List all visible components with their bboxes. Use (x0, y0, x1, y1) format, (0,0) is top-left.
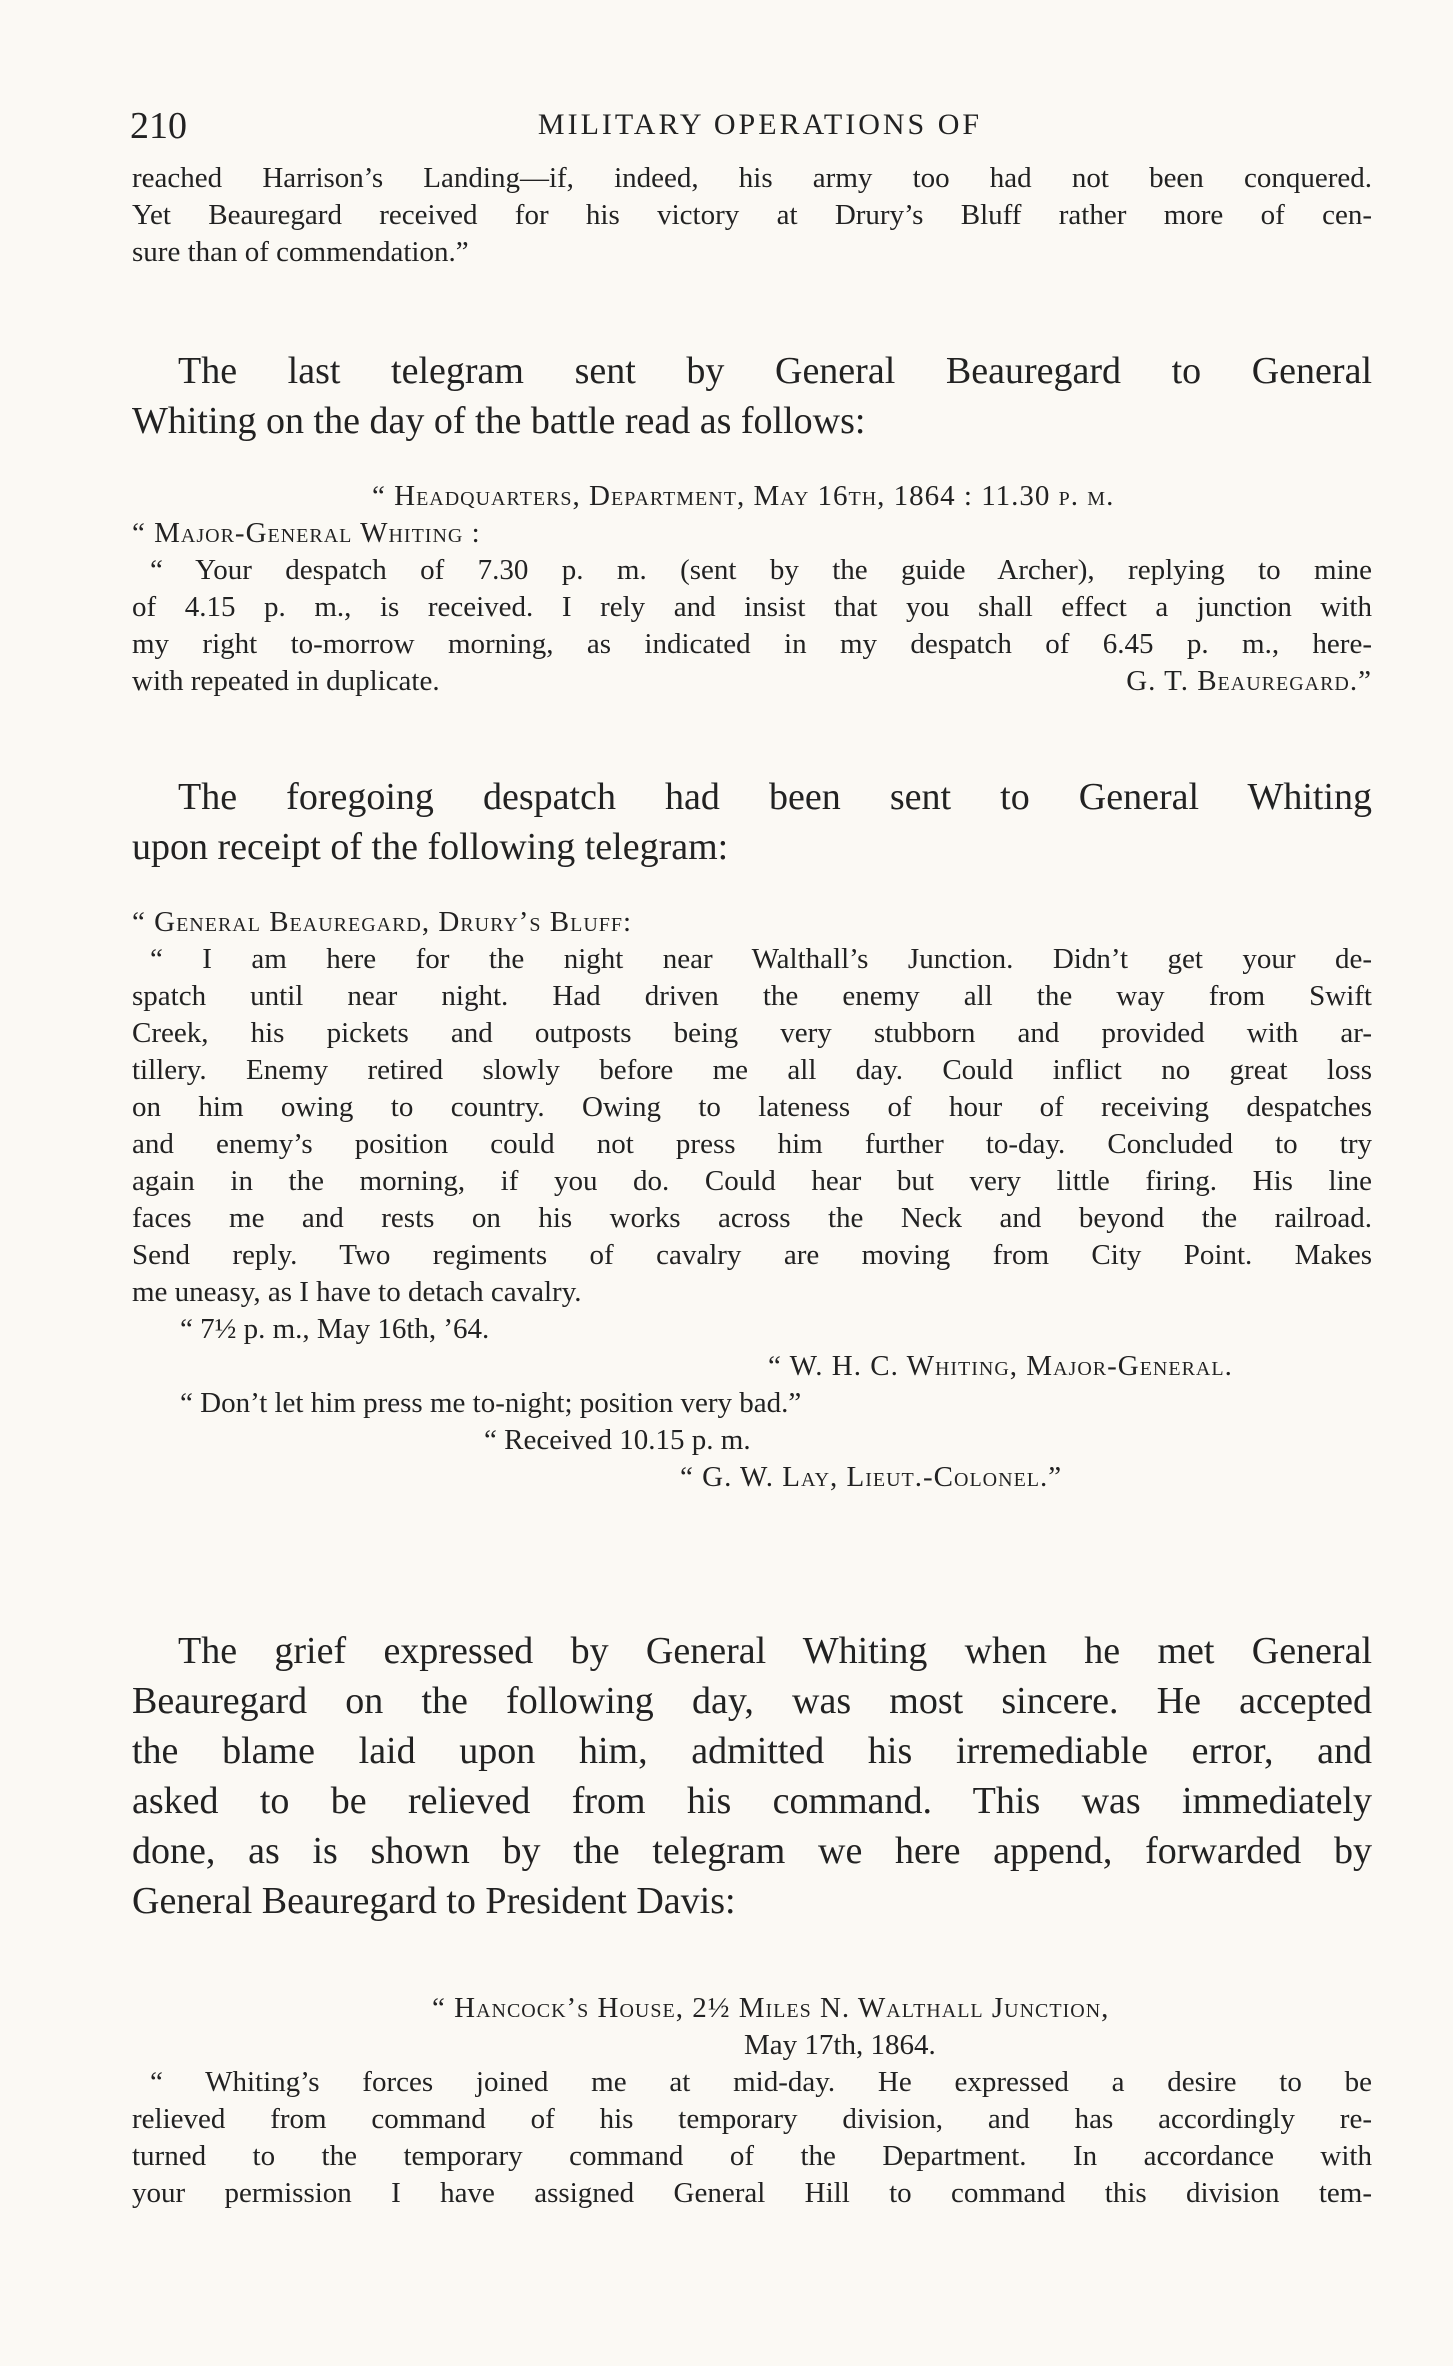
running-title: MILITARY OPERATIONS OF (537, 108, 983, 141)
text-line: “ Your despatch of 7.30 p. m. (sent by the guide Archer), replying to mine (150, 554, 1372, 586)
text-line: “ I am here for the night near Walthall’s Junction. Didn’t get your de- (150, 943, 1372, 975)
telegram-closing-line (132, 663, 1372, 700)
telegram-headquarters (132, 478, 1372, 700)
text-line: turned to the temporary command of the Department. In accordance with (132, 2140, 1372, 2172)
telegram-whiting (132, 904, 1372, 1496)
paragraph-intro-telegram (132, 346, 1372, 446)
text-line: Creek, his pickets and outposts being very stubborn and provided with ar- (132, 1017, 1372, 1049)
text-line: upon receipt of the following telegram: (132, 826, 729, 868)
text-line: of 4.15 p. m., is received. I rely and insist that you shall effect a junction with (132, 591, 1372, 623)
telegram-received: “ Received 10.15 p. m. (484, 1424, 751, 1456)
text-line: Beauregard on the following day, was most sincere. He accepted (132, 1680, 1372, 1722)
text-line: The foregoing despatch had been sent to General Whiting (178, 776, 1372, 818)
text-line: asked to be relieved from his command. This was immediately (132, 1780, 1372, 1822)
telegram-signature: G. T. Beauregard.” (1126, 665, 1372, 697)
telegram-signature: “ W. H. C. Whiting, Major-General. (768, 1350, 1233, 1382)
telegram-received-by: “ G. W. Lay, Lieut.-Colonel.” (680, 1461, 1063, 1493)
telegram-hancocks-house (132, 1990, 1372, 2212)
page-header (130, 104, 1390, 148)
text-line: again in the morning, if you do. Could hear but very little firing. His line (132, 1165, 1372, 1197)
telegram-salutation: “ General Beauregard, Drury’s Bluff: (132, 906, 633, 938)
text-line: tillery. Enemy retired slowly before me all day. Could inflict no great loss (132, 1054, 1372, 1086)
text-line: The last telegram sent by General Beauregard to General (178, 350, 1372, 392)
text-line: The grief expressed by General Whiting when he met General (178, 1630, 1372, 1672)
telegram-dateline: “ Headquarters, Department, May 16th, 1864 : 11.30 p. m. (372, 480, 1115, 512)
telegram-time: “ 7½ p. m., May 16th, ’64. (180, 1313, 490, 1345)
telegram-dateline: “ Hancock’s House, 2½ Miles N. Walthall Junction, (432, 1992, 1110, 2024)
telegram-salutation: “ Major-General Whiting : (132, 517, 481, 549)
text-line: General Beauregard to President Davis: (132, 1880, 736, 1922)
text-line: relieved from command of his temporary division, and has accordingly re- (132, 2103, 1372, 2135)
text-line: reached Harrison’s Landing—if, indeed, his army too had not been conquered. (132, 162, 1372, 194)
text-line: and enemy’s position could not press him further to-day. Concluded to try (132, 1128, 1372, 1160)
text-line: Yet Beauregard received for his victory at Drury’s Bluff rather more of cen- (132, 199, 1372, 231)
telegram-closing: with repeated in duplicate. (132, 665, 440, 697)
page-number: 210 (130, 105, 187, 147)
text-line: “ Whiting’s forces joined me at mid-day. He expressed a desire to be (150, 2066, 1372, 2098)
text-line: sure than of commendation.” (132, 236, 469, 268)
text-line: me uneasy, as I have to detach cavalry. (132, 1276, 582, 1308)
paragraph-whiting-grief (132, 1626, 1372, 1926)
telegram-date: May 17th, 1864. (744, 2029, 936, 2061)
telegram-postscript: “ Don’t let him press me to-night; position very bad.” (180, 1387, 802, 1419)
quotation-continuation (132, 160, 1372, 271)
text-line: spatch until near night. Had driven the enemy all the way from Swift (132, 980, 1372, 1012)
text-line: on him owing to country. Owing to lateness of hour of receiving despatches (132, 1091, 1372, 1123)
text-line: done, as is shown by the telegram we here append, forwarded by (132, 1830, 1372, 1872)
text-line: your permission I have assigned General Hill to command this division tem- (132, 2177, 1372, 2209)
text-line: my right to-morrow morning, as indicated in my despatch of 6.45 p. m., here- (132, 628, 1372, 660)
text-line: Whiting on the day of the battle read as follows: (132, 400, 866, 442)
text-line: the blame laid upon him, admitted his irremediable error, and (132, 1730, 1372, 1772)
text-line: Send reply. Two regiments of cavalry are moving from City Point. Makes (132, 1239, 1372, 1271)
paragraph-foregoing-despatch (132, 772, 1372, 872)
text-line: faces me and rests on his works across the Neck and beyond the railroad. (132, 1202, 1372, 1234)
